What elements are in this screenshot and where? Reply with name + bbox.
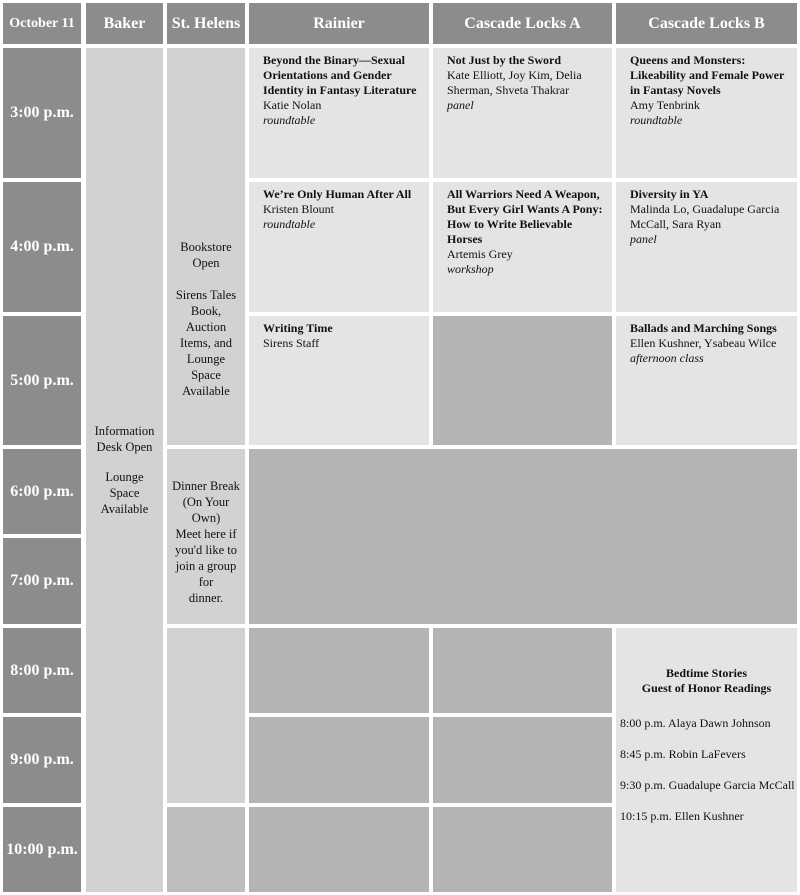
session-presenters: Kate Elliott, Joy Kim, Delia	[447, 68, 582, 82]
room-header-rainier	[249, 3, 429, 44]
rainier-empty-8pm	[249, 628, 429, 713]
st-helens-bookstore	[167, 48, 245, 445]
session-title: Beyond the Binary—Sexual	[263, 53, 406, 67]
session-cascade-a-4pm	[433, 182, 612, 312]
reading-item: 10:15 p.m. Ellen Kushner	[620, 809, 744, 823]
room-label: Rainier	[313, 14, 365, 32]
reading-item: 9:30 p.m. Guadalupe Garcia McCall	[620, 778, 795, 792]
session-title: Writing Time	[263, 321, 333, 335]
session-presenters: Kristen Blount	[263, 202, 334, 216]
st-helens-dinner-break	[167, 449, 245, 624]
session-title: All Warriors Need A Weapon,	[447, 187, 600, 201]
session-title: How to Write Believable Horses	[447, 217, 573, 246]
session-cascade-b-5pm	[616, 316, 797, 445]
session-cascade-a-3pm	[433, 48, 612, 178]
bookstore-line: Lounge Space	[186, 352, 226, 382]
session-presenters: Ellen Kushner, Ysabeau Wilce	[630, 336, 777, 350]
session-presenters: Sirens Staff	[263, 336, 320, 350]
session-title: Likeability and Female Power	[630, 68, 785, 82]
session-title: Orientations and Gender	[263, 68, 392, 82]
session-title: Identity in Fantasy Literature	[263, 83, 417, 97]
room-label: St. Helens	[171, 14, 241, 32]
session-kind: afternoon class	[630, 351, 704, 365]
time-label: 5:00 p.m.	[10, 371, 74, 389]
session-kind: panel	[630, 232, 657, 246]
room-label: Cascade Locks A	[464, 14, 581, 32]
session-title: in Fantasy Novels	[630, 83, 721, 97]
baker-line: Desk Open	[96, 440, 153, 454]
time-label: 10:00 p.m.	[6, 840, 78, 858]
session-title: Not Just by the Sword	[447, 53, 562, 67]
st-helens-empty-evening	[167, 628, 245, 803]
session-kind: workshop	[447, 262, 494, 276]
cascade-a-empty-8pm	[433, 628, 612, 713]
time-slot-3pm	[3, 48, 81, 178]
baker-line: Lounge Space	[105, 470, 144, 500]
session-kind: panel	[447, 98, 474, 112]
bedtime-title-line: Bedtime Stories	[666, 666, 747, 680]
dinner-line: Meet here if	[175, 526, 237, 541]
session-presenters: Katie Nolan	[263, 98, 322, 112]
time-slot-5pm	[3, 316, 81, 445]
room-label: Cascade Locks B	[648, 14, 765, 32]
reading-item: 8:45 p.m. Robin LaFevers	[620, 747, 746, 761]
date-header	[3, 3, 81, 44]
room-header-cascade-locks-b	[616, 3, 797, 44]
time-slot-6pm	[3, 449, 81, 534]
time-label: 4:00 p.m.	[10, 238, 74, 255]
session-presenters: Malinda Lo, Guadalupe Garcia	[630, 202, 780, 216]
session-presenters: Artemis Grey	[447, 247, 513, 261]
room-label: Baker	[103, 14, 146, 32]
bookstore-line: Sirens Tales	[175, 288, 237, 302]
cascade-a-empty-10pm	[433, 807, 612, 892]
time-label: 9:00 p.m.	[10, 751, 74, 768]
session-title: Queens and Monsters:	[630, 53, 746, 67]
session-rainier-3pm	[249, 48, 429, 178]
time-slot-7pm	[3, 538, 81, 624]
session-rainier-4pm	[249, 182, 429, 312]
cascade-a-empty-5pm	[433, 316, 612, 445]
room-header-cascade-locks-a	[433, 3, 612, 44]
time-label: 6:00 p.m.	[10, 482, 74, 500]
time-label: 3:00 p.m.	[10, 104, 74, 121]
bookstore-line: Open	[192, 256, 220, 270]
dinner-line: dinner.	[188, 590, 224, 605]
bookstore-spacer	[171, 271, 241, 287]
session-title: We’re Only Human After All	[263, 187, 412, 201]
reading-item: 8:00 p.m. Alaya Dawn Johnson	[620, 716, 771, 730]
room-header-st-helens	[167, 3, 245, 44]
dinner-line: Dinner Break	[172, 478, 240, 493]
rainier-empty-9pm	[249, 717, 429, 803]
time-label: 8:00 p.m.	[10, 661, 74, 679]
baker-info-desk	[86, 48, 163, 892]
bookstore-line: Bookstore	[180, 240, 232, 254]
time-slot-8pm	[3, 628, 81, 713]
time-slot-9pm	[3, 717, 81, 803]
baker-line: Available	[100, 502, 149, 516]
session-presenters: McCall, Sara Ryan	[630, 217, 722, 231]
bedtime-stories-block	[616, 628, 797, 892]
session-cascade-b-4pm	[616, 182, 797, 312]
session-title: Diversity in YA	[630, 187, 709, 201]
bedtime-title	[616, 666, 797, 696]
time-slot-10pm	[3, 807, 81, 892]
baker-line: Information	[94, 424, 155, 438]
bookstore-line: Available	[182, 384, 230, 398]
session-presenters: Amy Tenbrink	[630, 98, 700, 112]
session-kind: roundtable	[630, 113, 683, 127]
session-kind: roundtable	[263, 217, 316, 231]
session-presenters: Sherman, Shveta Thakrar	[447, 83, 570, 97]
date-label: October 11	[9, 15, 75, 31]
bookstore-line: Items, and	[179, 336, 233, 350]
session-cascade-b-3pm	[616, 48, 797, 178]
bedtime-title-line: Guest of Honor Readings	[641, 681, 772, 695]
time-label: 7:00 p.m.	[10, 572, 74, 589]
session-title: But Every Girl Wants A Pony:	[447, 202, 603, 216]
cascade-a-empty-9pm	[433, 717, 612, 803]
session-title: Ballads and Marching Songs	[630, 321, 777, 335]
room-header-baker	[86, 3, 163, 44]
dinner-line: join a group for	[175, 558, 237, 589]
session-kind: roundtable	[263, 113, 316, 127]
dinner-line: (On Your Own)	[182, 494, 230, 525]
rainier-empty-10pm	[249, 807, 429, 892]
time-slot-4pm	[3, 182, 81, 312]
dinner-empty-block	[249, 449, 797, 624]
st-helens-empty-late	[167, 807, 245, 892]
dinner-line: you'd like to	[175, 542, 237, 557]
session-rainier-5pm	[249, 316, 429, 445]
bookstore-line: Book, Auction	[185, 304, 227, 334]
